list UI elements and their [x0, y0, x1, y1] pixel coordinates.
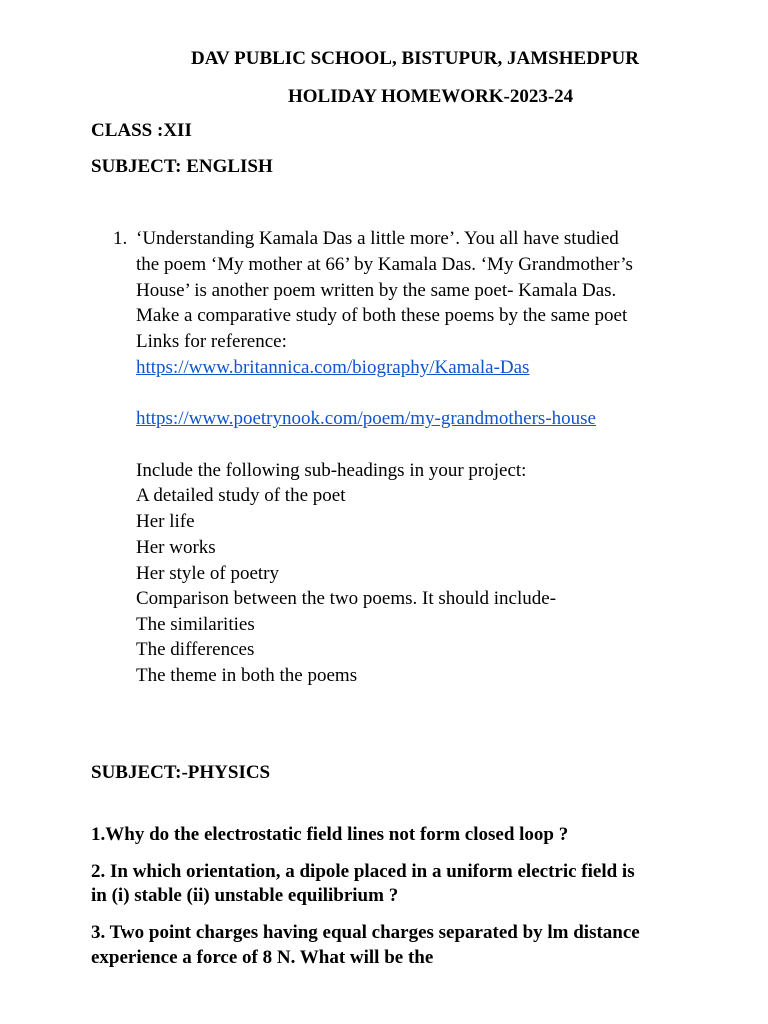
physics-question: 2. In which orientation, a dipole placed in a uniform electric field is: [91, 861, 635, 882]
question-line: the poem ‘My mother at 66’ by Kamala Das. ‘My Grandmother’s: [136, 254, 633, 275]
subheading-item: Comparison between the two poems. It should include-: [136, 588, 557, 609]
subheading-item: Her style of poetry: [136, 563, 279, 584]
question-line: ‘Understanding Kamala Das a little more’. You all have studied: [136, 228, 619, 249]
subheading-item: Her works: [136, 537, 216, 558]
subheading-item: Her life: [136, 511, 195, 532]
subheading-item: The differences: [136, 639, 255, 660]
links-label: Links for reference:: [136, 331, 287, 352]
school-name: DAV PUBLIC SCHOOL, BISTUPUR, JAMSHEDPUR: [191, 48, 639, 69]
question-line: House’ is another poem written by the same poet- Kamala Das.: [136, 280, 617, 301]
physics-question: experience a force of 8 N. What will be the: [91, 947, 434, 968]
subject-physics-heading: SUBJECT:-PHYSICS: [91, 762, 271, 783]
question-line: Make a comparative study of both these poems by the same poet: [136, 305, 628, 326]
physics-question: 3. Two point charges having equal charges separated by lm distance: [91, 922, 640, 943]
list-item-number: 1.: [113, 228, 128, 249]
subheading-item: The similarities: [136, 614, 255, 635]
subject-english-heading: SUBJECT: ENGLISH: [91, 156, 273, 177]
subheading-item: A detailed study of the poet: [136, 485, 346, 506]
physics-question: in (i) stable (ii) unstable equilibrium ?: [91, 885, 399, 906]
britannica-link[interactable]: https://www.britannica.com/biography/Kamala-Das: [136, 357, 530, 378]
class-label: CLASS :XII: [91, 120, 192, 141]
homework-title: HOLIDAY HOMEWORK-2023-24: [288, 86, 574, 107]
poetrynook-link[interactable]: https://www.poetrynook.com/poem/my-grandmothers-house: [136, 408, 596, 429]
subheading-item: The theme in both the poems: [136, 665, 358, 686]
subheadings-intro: Include the following sub-headings in your project:: [136, 460, 527, 481]
physics-question: 1.Why do the electrostatic field lines not form closed loop ?: [91, 824, 569, 845]
